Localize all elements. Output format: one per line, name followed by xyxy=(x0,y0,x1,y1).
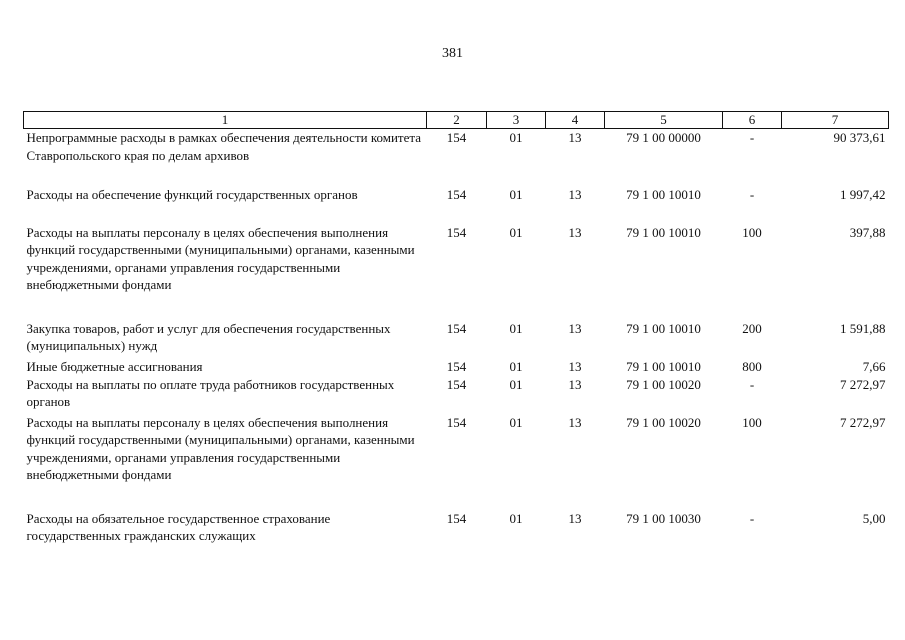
row-col-5: 79 1 00 10020 xyxy=(626,376,701,392)
row-col-2: 154 xyxy=(446,376,467,392)
table-row xyxy=(24,358,889,376)
row-col-5: 79 1 00 10010 xyxy=(626,358,701,374)
row-name: Расходы на выплаты по оплате труда работников государственных органов xyxy=(26,376,395,409)
row-col-5: 79 1 00 00000 xyxy=(626,130,701,145)
row-col-4: 13 xyxy=(568,510,582,526)
row-name: Расходы на обеспечение функций государственных органов xyxy=(26,186,358,202)
budget-table xyxy=(23,111,889,548)
table-row xyxy=(24,376,889,414)
row-col-6: - xyxy=(749,130,755,145)
row-col-2: 154 xyxy=(446,510,467,526)
header-col-5: 5 xyxy=(605,112,723,129)
row-col-4: 13 xyxy=(568,358,582,374)
row-name: Расходы на выплаты персоналу в целях обеспечения выполнения функций государственными (муниципальными) органами, казенными учреждениями, органами управления государственными внебюджетными фондами xyxy=(26,224,415,292)
row-col-5: 79 1 00 10030 xyxy=(626,510,701,526)
header-col-6: 6 xyxy=(723,112,782,129)
row-col-5: 79 1 00 10010 xyxy=(626,224,701,240)
row-col-5: 79 1 00 10020 xyxy=(626,414,701,430)
row-col-4: 13 xyxy=(568,130,582,145)
row-col-6: - xyxy=(749,186,755,202)
row-name: Закупка товаров, работ и услуг для обеспечения государственных (муниципальных) нужд xyxy=(26,320,391,353)
row-col-6: - xyxy=(749,510,755,526)
row-col-4: 13 xyxy=(568,414,582,430)
row-col-3: 01 xyxy=(509,130,523,145)
row-col-6: 100 xyxy=(742,414,762,430)
row-col-2: 154 xyxy=(446,320,467,336)
row-col-3: 01 xyxy=(509,414,523,430)
row-col-6: 200 xyxy=(742,320,762,336)
row-col-7: 90 373,61 xyxy=(833,130,886,145)
table-row xyxy=(24,320,889,358)
page-number: 381 xyxy=(442,46,463,61)
row-col-4: 13 xyxy=(568,376,582,392)
table-header-row xyxy=(24,112,889,129)
row-col-7: 7 272,97 xyxy=(840,376,886,392)
table-row xyxy=(24,186,889,224)
row-col-4: 13 xyxy=(568,186,582,202)
table-row xyxy=(24,224,889,320)
row-col-3: 01 xyxy=(509,186,523,202)
row-col-7: 1 997,42 xyxy=(840,186,886,202)
row-col-2: 154 xyxy=(446,358,467,374)
row-col-3: 01 xyxy=(509,358,523,374)
row-col-7: 397,88 xyxy=(849,224,886,240)
row-col-7: 1 591,88 xyxy=(840,320,886,336)
row-col-2: 154 xyxy=(446,130,467,145)
row-col-7: 7 272,97 xyxy=(840,414,886,430)
row-col-6: 800 xyxy=(742,358,762,374)
row-col-3: 01 xyxy=(509,320,523,336)
row-col-4: 13 xyxy=(568,224,582,240)
row-col-2: 154 xyxy=(446,414,467,430)
header-col-4: 4 xyxy=(546,112,605,129)
row-name: Расходы на выплаты персоналу в целях обеспечения выполнения функций государственными (муниципальными) органами, казенными учреждениями, органами управления государственными внебюджетными фондами xyxy=(26,414,415,482)
header-col-2: 2 xyxy=(427,112,487,129)
row-name: Иные бюджетные ассигнования xyxy=(26,358,203,374)
row-col-5: 79 1 00 10010 xyxy=(626,320,701,336)
table-row xyxy=(24,510,889,548)
row-name: Расходы на обязательное государственное страхование государственных гражданских служащих xyxy=(26,510,331,543)
row-col-7: 5,00 xyxy=(862,510,886,526)
row-col-2: 154 xyxy=(446,186,467,202)
header-col-1: 1 xyxy=(24,112,427,129)
row-col-3: 01 xyxy=(509,510,523,526)
row-col-4: 13 xyxy=(568,320,582,336)
row-col-6: - xyxy=(749,376,755,392)
header-col-7: 7 xyxy=(782,112,889,129)
row-col-2: 154 xyxy=(446,224,467,240)
row-col-3: 01 xyxy=(509,376,523,392)
row-col-5: 79 1 00 10010 xyxy=(626,186,701,202)
row-col-3: 01 xyxy=(509,224,523,240)
row-name: Непрограммные расходы в рамках обеспечения деятельности комитета Ставропольского края по делам архивов xyxy=(26,130,421,163)
row-col-6: 100 xyxy=(742,224,762,240)
table-row xyxy=(24,129,889,186)
row-col-7: 7,66 xyxy=(862,358,886,374)
table-row xyxy=(24,414,889,510)
header-col-3: 3 xyxy=(487,112,546,129)
